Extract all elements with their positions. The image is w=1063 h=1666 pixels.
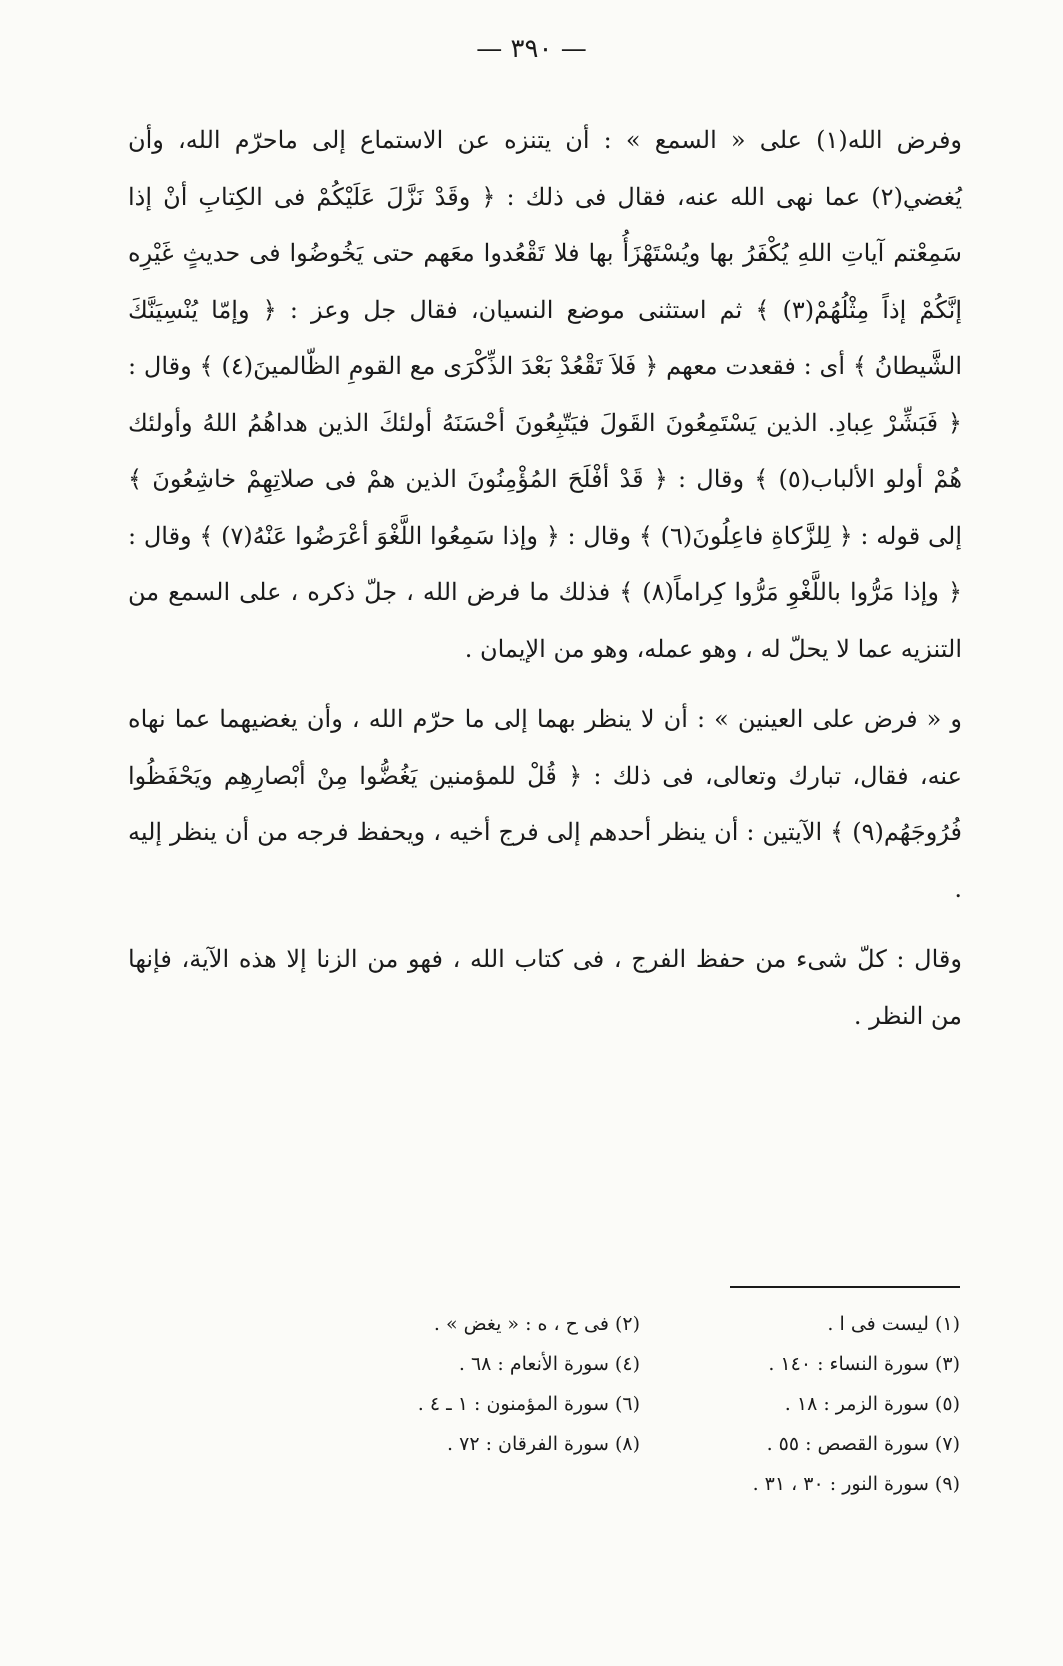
footnote-row — [260, 1344, 960, 1384]
footnote-7: (٧) سورة القصص : ٥٥ . — [766, 1433, 960, 1455]
footnote-divider — [730, 1286, 960, 1288]
footnote-empty — [260, 1464, 640, 1504]
footnote-6: (٦) سورة المؤمنون : ١ ـ ٤ . — [417, 1393, 640, 1415]
paragraph-hearing: وفرض الله(١) على « السمع » : أن يتنزه عن الاستماع إلى ماحرّم الله، وأن يُغضي(٢) عما نهى الله عنه، فقال فى ذلك : ﴿ وقَدْ نَزَّلَ عَلَيْكُمْ فى الكِتابِ أنْ إذا سَمِعْتم آياتِ اللهِ يُكْفَرُ بها ويُسْتَهْزَأُ بها فلا تَقْعُدوا معَهم حتى يَخُوضُوا فى حديثٍ غَيْرِه إنَّكُمْ إذاً مِثْلُهُمْ(٣) ﴾ ثم استثنى موضع النسيان، فقال جل وعز : ﴿ وإمّا يُنْسِيَنَّكَ الشَّيطانُ ﴾ أى : فقعدت معهم ﴿ فَلاَ تَقْعُدْ بَعْدَ الذِّكْرَى مع القومِ الظّالمينَ(٤) ﴾ وقال : ﴿ فَبَشِّرْ عِبادِ. الذين يَسْتَمِعُونَ القَولَ فيَتّبِعُونَ أحْسَنَهُ أولئكَ الذين هداهُمُ اللهُ وأولئك هُمْ أولو الألباب(٥) ﴾ وقال : ﴿ قَدْ أفْلَحَ المُؤْمِنُونَ الذين همْ فى صلاتِهِمْ خاشِعُونَ ﴾ إلى قوله : ﴿ لِلزَّكاةِ فاعِلُونَ(٦) ﴾ وقال : ﴿ وإذا سَمِعُوا اللَّغْوَ أعْرَضُوا عَنْهُ(٧) ﴾ وقال : ﴿ وإذا مَرُّوا باللَّغْوِ مَرُّوا كِراماً(٨) ﴾ فذلك ما فرض الله ، جلّ ذكره ، على السمع من التنزيه عما لا يحلّ له ، وهو عمله، وهو من الإيمان . — [128, 126, 963, 663]
footnote-8: (٨) سورة الفرقان : ٧٢ . — [447, 1433, 640, 1455]
paragraph-guarding: وقال : كلّ شىء من حفظ الفرج ، فى كتاب الله ، فهو من الزنا إلا هذه الآية، فإنها من النظر . — [128, 945, 962, 1030]
footnote-9: (٩) سورة النور : ٣٠ ، ٣١ . — [752, 1473, 960, 1495]
paragraph-eyes: و « فرض على العينين » : أن لا ينظر بهما إلى ما حرّم الله ، وأن يغضيهما عما نهاه عنه، فقال، تبارك وتعالى، فى ذلك : ﴿ قُلْ للمؤمنين يَغُضُّوا مِنْ أبْصارِهِم ويَحْفَظُوا فُرُوجَهُم(٩) ﴾ الآيتين : أن ينظر أحدهم إلى فرج أخيه ، ويحفظ فرجه من أن ينظر إليه . — [128, 705, 962, 903]
footnote-row — [260, 1384, 960, 1424]
footnote-row — [260, 1424, 960, 1464]
footnotes — [260, 1304, 960, 1504]
footnote-3: (٣) سورة النساء : ١٤٠ . — [768, 1353, 960, 1375]
footnote-4: (٤) سورة الأنعام : ٦٨ . — [458, 1353, 640, 1375]
footnote-1: (١) ليست فى ا . — [827, 1313, 960, 1335]
main-text — [128, 112, 962, 1044]
footnote-2: (٢) فى ح ، ه : « يغض » . — [433, 1313, 640, 1335]
footnote-5: (٥) سورة الزمر : ١٨ . — [784, 1393, 960, 1415]
footnote-row — [260, 1464, 960, 1504]
footnote-row — [260, 1304, 960, 1344]
page-number: — ٣٩٠ — — [476, 34, 587, 64]
